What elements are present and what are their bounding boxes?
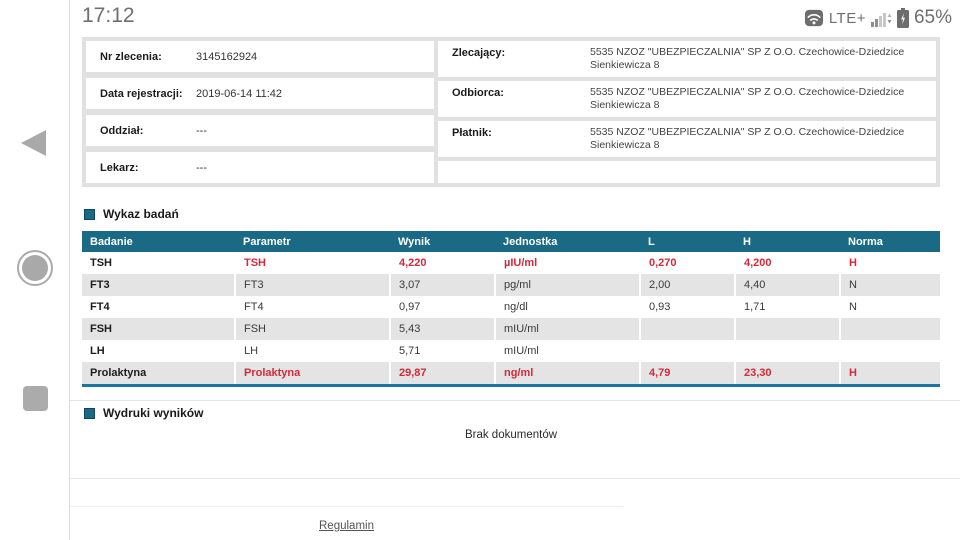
- column-header: Norma: [840, 231, 940, 252]
- section-square-icon: [84, 209, 95, 220]
- table-cell: FT4: [90, 301, 110, 313]
- battery-percent-label: 65%: [913, 7, 952, 28]
- order-field-row: [86, 152, 434, 183]
- field-value: ---: [196, 161, 207, 174]
- field-value: 5535 NZOZ "UBEZPIECZALNIA" SP Z O.O. Czechowice-Dziedzice Sienkiewicza 8: [590, 46, 905, 71]
- table-cell: FSH: [235, 318, 390, 340]
- table-cell: N: [840, 274, 940, 296]
- table-cell: 2,00: [640, 274, 735, 296]
- table-cell: µIU/ml: [495, 252, 640, 274]
- footer: [70, 516, 623, 534]
- field-value: 5535 NZOZ "UBEZPIECZALNIA" SP Z O.O. Czechowice-Dziedzice Sienkiewicza 8: [590, 126, 905, 151]
- table-cell: FT4: [235, 296, 390, 318]
- battery-charging-icon: [897, 8, 909, 28]
- status-icons: [804, 5, 952, 31]
- column-header: Parametr: [235, 231, 390, 252]
- table-row: [82, 296, 940, 318]
- tests-table-header-row: [82, 231, 940, 252]
- documents-section-title: Wydruki wyników: [103, 406, 204, 420]
- recents-icon[interactable]: [23, 386, 48, 411]
- table-cell: N: [840, 296, 940, 318]
- divider: [70, 478, 960, 479]
- home-icon-inner: [22, 255, 48, 281]
- column-header: L: [640, 231, 735, 252]
- table-cell: TSH: [90, 257, 112, 269]
- status-time: 17:12: [82, 4, 135, 27]
- table-cell: 4,220: [390, 252, 495, 274]
- field-value: 3145162924: [196, 50, 258, 63]
- terms-link[interactable]: Regulamin: [319, 520, 374, 532]
- table-cell: 1,71: [735, 296, 840, 318]
- field-value: 2019-06-14 11:42: [196, 87, 283, 100]
- order-field-row: [438, 81, 936, 117]
- table-row: [82, 274, 940, 296]
- column-header: Jednostka: [495, 231, 640, 252]
- field-label: Zlecający:: [452, 47, 506, 59]
- divider: [70, 400, 960, 401]
- field-label: Lekarz:: [100, 161, 139, 174]
- table-cell: 4,79: [640, 362, 735, 386]
- wifi-icon: [804, 9, 824, 27]
- order-info-box: [82, 37, 940, 187]
- no-documents-text: Brak dokumentów: [464, 429, 558, 441]
- table-cell: 4,40: [735, 274, 840, 296]
- table-cell: mIU/ml: [495, 340, 640, 362]
- field-label: Płatnik:: [452, 127, 492, 139]
- field-label: Odbiorca:: [452, 87, 504, 99]
- table-cell: ng/ml: [495, 362, 640, 386]
- field-value: ---: [196, 124, 207, 137]
- table-cell: 23,30: [735, 362, 840, 386]
- field-label: Oddział:: [100, 124, 144, 137]
- order-field-row: [438, 121, 936, 157]
- table-cell: 29,87: [390, 362, 495, 386]
- table-cell: LH: [90, 345, 105, 357]
- table-cell: FT3: [235, 274, 390, 296]
- table-cell: [640, 340, 735, 362]
- table-cell: pg/ml: [495, 274, 640, 296]
- table-row: [82, 340, 940, 362]
- table-cell: 0,270: [640, 252, 735, 274]
- table-cell: H: [840, 362, 940, 386]
- table-cell: FT3: [82, 274, 235, 296]
- column-header: Wynik: [390, 231, 495, 252]
- field-label: Nr zlecenia:: [100, 50, 162, 63]
- order-info-right: [438, 41, 936, 183]
- table-cell: FSH: [82, 318, 235, 340]
- tests-section-title: Wykaz badań: [103, 207, 179, 221]
- order-field-row-empty: [438, 161, 936, 183]
- divider: [70, 506, 623, 507]
- table-cell: mIU/ml: [495, 318, 640, 340]
- table-cell: H: [840, 252, 940, 274]
- table-cell: 5,43: [390, 318, 495, 340]
- order-field-row: [86, 115, 434, 146]
- tests-table: [82, 231, 940, 387]
- table-cell: [735, 318, 840, 340]
- column-header: H: [735, 231, 840, 252]
- table-cell: 3,07: [390, 274, 495, 296]
- order-field-row: [86, 41, 434, 72]
- table-cell: [840, 340, 940, 362]
- table-cell: Prolaktyna: [235, 362, 390, 386]
- table-cell: ng/dl: [495, 296, 640, 318]
- table-cell: [840, 318, 940, 340]
- network-type-label: LTE+: [828, 9, 866, 27]
- table-row: [82, 362, 940, 386]
- table-cell: 0,97: [390, 296, 495, 318]
- table-cell: 5,71: [390, 340, 495, 362]
- table-cell: 4,200: [735, 252, 840, 274]
- table-cell: TSH: [235, 252, 390, 274]
- documents-section-header: [84, 406, 203, 420]
- order-field-row: [86, 78, 434, 109]
- order-field-row: [438, 41, 936, 77]
- table-cell: Prolaktyna: [82, 362, 235, 386]
- table-cell: [640, 318, 735, 340]
- tests-table-body: [82, 252, 940, 386]
- table-cell: 0,93: [640, 296, 735, 318]
- home-icon[interactable]: [17, 250, 53, 286]
- tests-section-header: [84, 207, 179, 221]
- back-icon[interactable]: [21, 130, 46, 156]
- table-row: [82, 318, 940, 340]
- signal-strength-icon: [871, 10, 892, 27]
- section-square-icon: [84, 408, 95, 419]
- table-cell: [735, 340, 840, 362]
- column-header: Badanie: [82, 231, 235, 252]
- android-nav-bar: [0, 0, 70, 540]
- table-cell: LH: [235, 340, 390, 362]
- field-value: 5535 NZOZ "UBEZPIECZALNIA" SP Z O.O. Czechowice-Dziedzice Sienkiewicza 8: [590, 86, 905, 111]
- field-label: Data rejestracji:: [100, 87, 183, 100]
- order-info-left: [86, 41, 434, 183]
- table-row: [82, 252, 940, 274]
